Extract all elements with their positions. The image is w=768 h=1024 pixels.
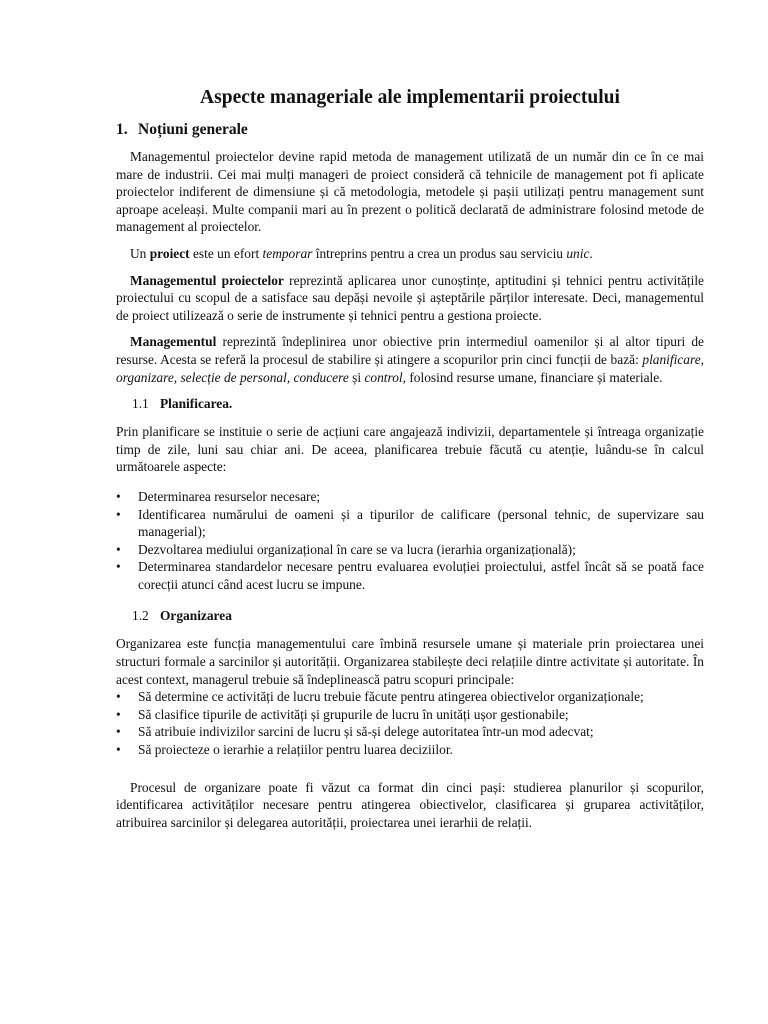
text-run: reprezintă îndeplinirea unor obiective prin intermediul oamenilor și al altor tipuri de resurse. Acesta se referă la procesul de stabilire și atingere a scopurilor prin cinci funcții de bază: (116, 334, 704, 367)
text-run: întreprins pentru a crea un produs sau serviciu (312, 245, 567, 261)
italic-term: unic (566, 245, 590, 261)
text-run: Un (130, 245, 150, 261)
bullet-icon: • (116, 541, 121, 557)
subsection-title: Organizarea (160, 608, 232, 624)
bullet-icon: • (116, 559, 121, 575)
section-title: Noțiuni generale (138, 121, 248, 138)
bold-term: proiect (149, 245, 190, 261)
organizare-list (116, 688, 704, 758)
section-number: 1. (116, 121, 128, 138)
bullet-icon: • (116, 706, 121, 722)
document-title: Aspecte manageriale ale implementarii proiectului (200, 87, 620, 108)
list-item-text: Dezvoltarea mediului organizațional în care se va lucra (ierarhia organizațională); (138, 541, 576, 557)
italic-term: temporar (262, 245, 313, 261)
list-item-text: Să atribuie indivizilor sarcini de lucru și să-și delege autoritatea într-un mod adecvat; (138, 724, 594, 740)
bold-term: Managementul proiectelor (130, 272, 284, 288)
subsection-number: 1.2 (132, 608, 149, 624)
text-run: este un efort (189, 245, 263, 261)
list-item (116, 488, 704, 506)
paragraph-proiect-definition (116, 245, 704, 263)
list-item-text: Să clasifice tipurile de activități și grupurile de lucru în unități ușor gestionabile; (138, 706, 569, 722)
bullet-icon: • (116, 488, 121, 504)
list-item-text: Să determine ce activități de lucru trebuie făcute pentru atingerea obiectivelor organizaționale; (138, 689, 644, 705)
list-item (116, 558, 704, 593)
list-item-text: Determinarea resurselor necesare; (138, 488, 321, 504)
list-item-text: Determinarea standardelor necesare pentru evaluarea evoluției proiectului, astfel încât să se poată face corecții atunci când acest lucru se impune. (138, 559, 704, 592)
italic-term: planificare, organizare, selecție de personal, conducere (116, 351, 704, 385)
list-item (116, 688, 704, 706)
paragraph-project-management (116, 272, 704, 325)
text-run: , folosind resurse umane, financiare și materiale. (402, 369, 663, 385)
list-item-text: Identificarea numărului de oameni și a tipurilor de calificare (personal tehnic, de supervizare sau managerial); (138, 506, 704, 540)
list-item (116, 706, 704, 724)
list-item (116, 541, 704, 559)
list-item (116, 506, 704, 541)
paragraph-management-definition (116, 333, 704, 386)
bullet-icon: • (116, 724, 121, 740)
italic-term: control (364, 369, 403, 385)
paragraph-planificare: Prin planificare se instituie o serie de acțiuni care angajează indivizii, departamentele și întreaga organizație timp de zile, luni sau chiar ani. De aceea, planificarea trebuie făcută cu atenție, luându-se în calcul următoarele aspecte: (116, 424, 704, 475)
subsection-title: Planificarea. (160, 396, 233, 412)
text-run: . (589, 245, 593, 261)
section-heading-1 (116, 120, 704, 140)
list-item (116, 741, 704, 759)
planificare-list (116, 488, 704, 594)
subsection-number: 1.1 (132, 396, 149, 412)
document-page (116, 86, 704, 840)
bold-term: Managementul (130, 334, 217, 350)
text-run: reprezintă aplicarea unor cunoștințe, aptitudini și tehnici pentru activitățile proiectului cu scopul de a satisface sau depăși nevoile și așteptările părților interesate. Deci, managementul de proiect utilizează o serie de instrumente și tehnici pentru a gestiona proiecte. (116, 272, 704, 323)
subsection-heading-organizare (132, 607, 704, 625)
bullet-icon: • (116, 506, 121, 522)
list-item-text: Să proiecteze o ierarhie a relațiilor pentru luarea deciziilor. (138, 742, 453, 758)
text-run: și (348, 369, 365, 385)
paragraph-organizare-process: Procesul de organizare poate fi văzut ca format din cinci pași: studierea planurilor și scopurilor, identificarea activităților necesare pentru atingerea obiectivelor, clasificarea și gruparea activităților, atribuirea sarcinilor și delegarea autorității, proiectarea unei ierarhii de relații. (116, 779, 704, 830)
list-item (116, 723, 704, 741)
bullet-icon: • (116, 742, 121, 758)
paragraph-organizare: Organizarea este funcția managementului care îmbină resursele umane și materiale prin proiectarea unei structuri formale a sarcinilor și autorității. Organizarea stabilește deci relațiile dintre activitate și autoritate. În acest context, managerul trebuie să îndeplinească patru scopuri principale: (116, 636, 704, 687)
bullet-icon: • (116, 689, 121, 705)
paragraph-intro: Managementul proiectelor devine rapid metoda de management utilizată de un număr din ce în ce mai mare de industrii. Cei mai mulți manageri de proiect consideră că tehnicile de management pot fi aplicate proiectelor indiferent de dimensiune și că metodologia, metodele și pașii utilizați pentru management sunt aproape aceleași. Multe companii mari au în prezent o politică declarată de administrare folosind metode de management al proiectelor. (116, 149, 704, 235)
subsection-heading-planificare (132, 395, 704, 413)
